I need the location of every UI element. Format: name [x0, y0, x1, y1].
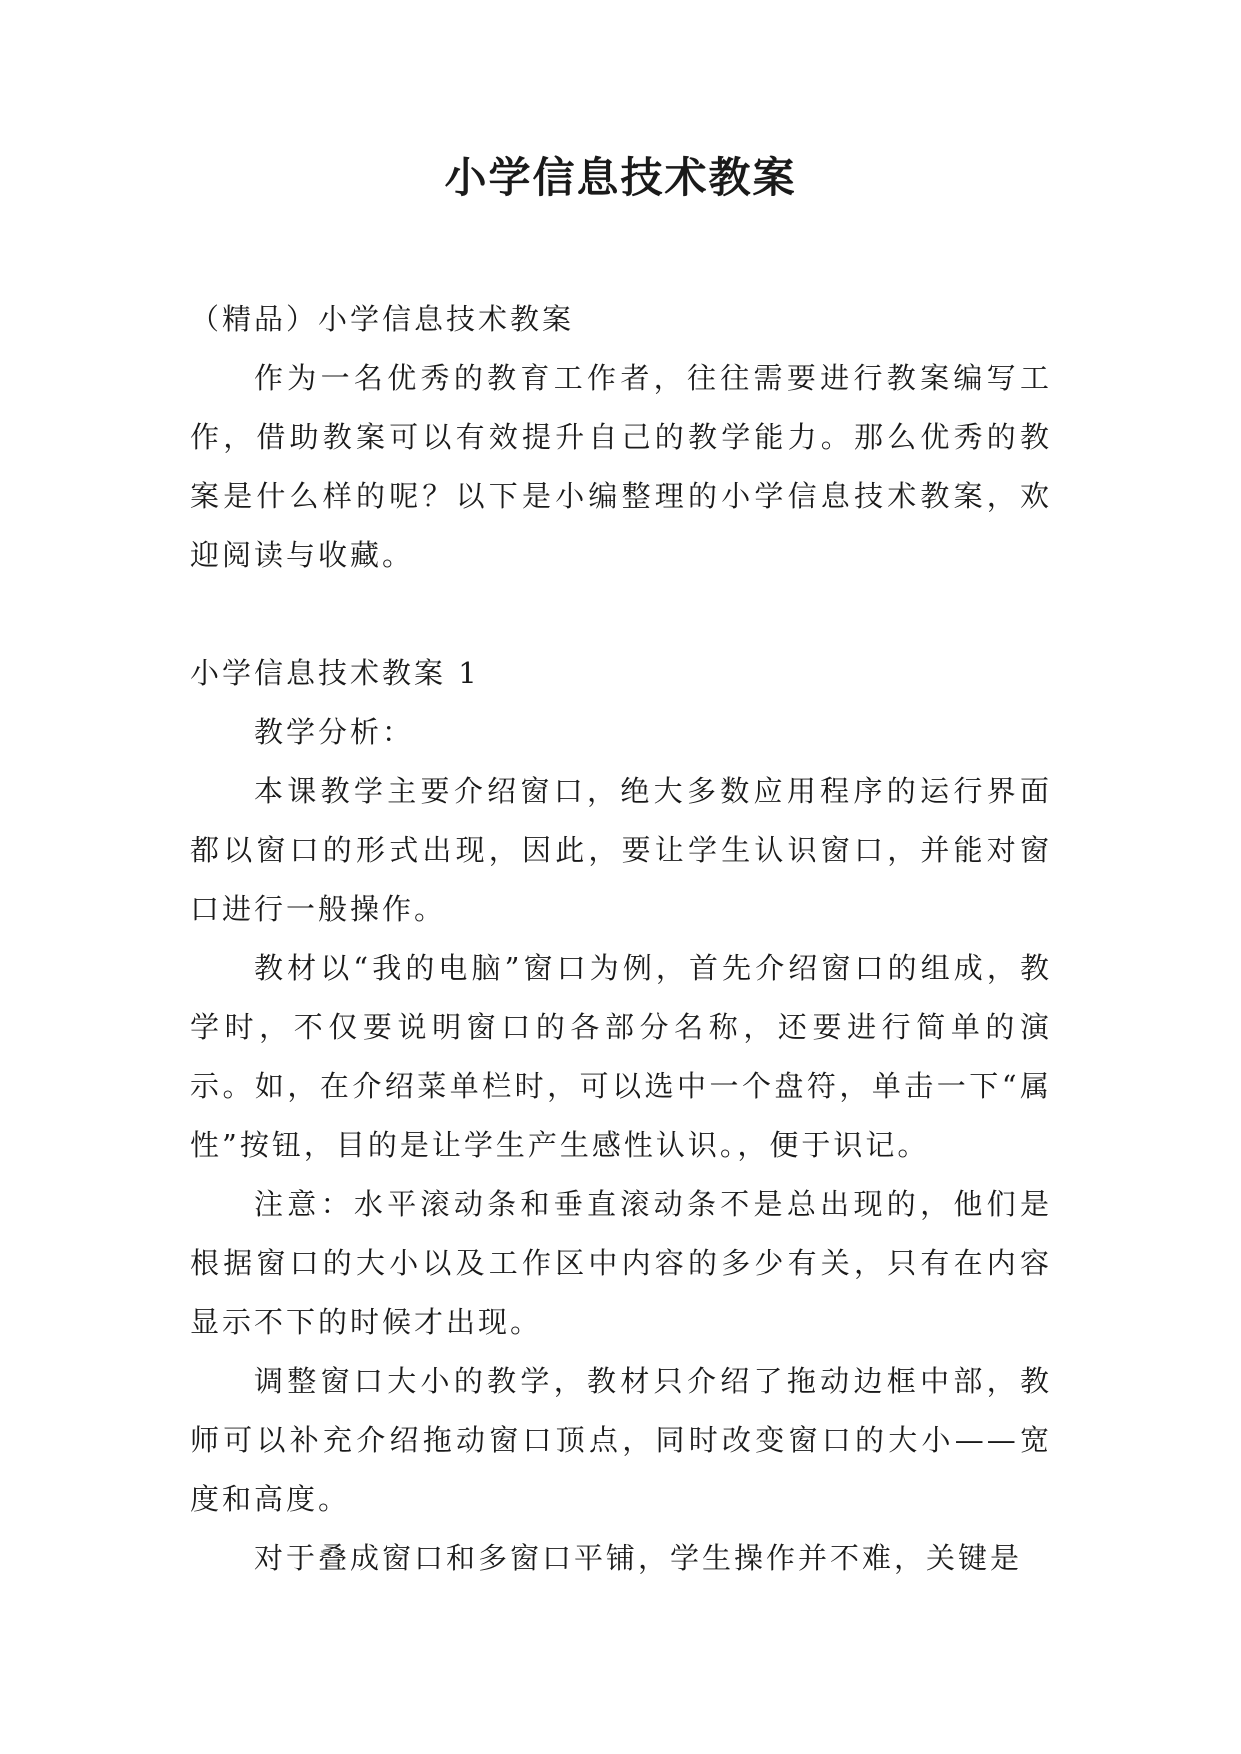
paragraph-my-computer-example: 教材以“我的电脑”窗口为例，首先介绍窗口的组成，教学时，不仅要说明窗口的各部分名称，还要进行简单的演示。如，在介绍菜单栏时，可以选中一个盘符，单击一下“属性”按钮，目的是让学生产生感性认识。，便于识记。: [190, 951, 1052, 1162]
paragraph-window-intro: 本课教学主要介绍窗口，绝大多数应用程序的运行界面都以窗口的形式出现，因此，要让学生认识窗口，并能对窗口进行一般操作。: [190, 774, 1052, 926]
section-heading: 小学信息技术教案 1: [190, 656, 480, 690]
paragraph-resize-window: 调整窗口大小的教学，教材只介绍了拖动边框中部，教师可以补充介绍拖动窗口顶点，同时改变窗口的大小——宽度和高度。: [190, 1364, 1052, 1516]
document-body: [190, 290, 1052, 1588]
page-title: 小学信息技术教案: [444, 153, 797, 202]
paragraph-cascade-tile: 对于叠成窗口和多窗口平铺，学生操作并不难，关键是: [254, 1541, 1023, 1575]
analysis-label: 教学分析：: [254, 715, 415, 749]
intro-paragraph: 作为一名优秀的教育工作者，往往需要进行教案编写工作，借助教案可以有效提升自己的教学能力。那么优秀的教案是什么样的呢？以下是小编整理的小学信息技术教案，欢迎阅读与收藏。: [190, 361, 1052, 572]
paragraph-scrollbar-note: 注意：水平滚动条和垂直滚动条不是总出现的，他们是根据窗口的大小以及工作区中内容的多少有关，只有在内容显示不下的时候才出现。: [190, 1187, 1052, 1339]
subtitle-line: （精品）小学信息技术教案: [190, 302, 575, 336]
